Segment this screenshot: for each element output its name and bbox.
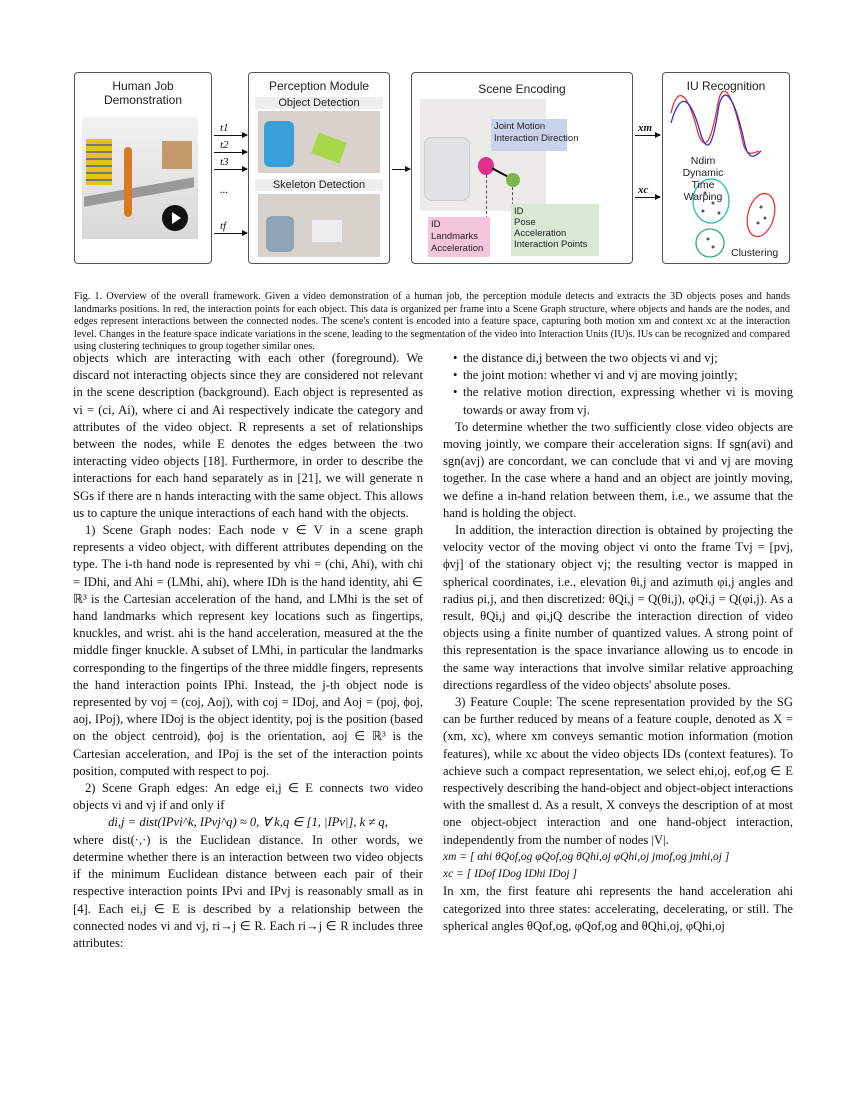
paragraph: 1) Scene Graph nodes: Each node v ∈ V in a scene graph represents a video object, with different attributes depending on the type. The i-th hand node is represented by vhi = (chi, Ahi), with chi = IDhi, and Ahi = (LMhi, ahi), where IDh is the hand identity, ahi ∈ ℝ³ is the Cartesian acceleration of the hand, and LMhi is the set of hand landmarks which represent key locations such as fingertips, knuckles, and wrist. ahi is the hand acceleration, measured at the the middle finger knuckle. A subset of LMhi, in particular the landmarks corresponding to the fingertips of the three middle fingers, represents the hand interaction points IPhi. Instead, the j-th object node is represented by voj = (coj, Aoj), with coj = IDoj, and Aoj = (poj, ϕoj, aoj, IPoj), where IDoj is the object identity, poj is the position (based on the object centroid), ϕoj is the orientation, aoj ∈ ℝ³ is the Cartesian acceleration, and IPoj is the set of the interaction points position, computed with respect to poj.	[73, 523, 423, 778]
joint-motion-box: Joint Motion Interaction Direction	[491, 119, 567, 151]
hand-attributes-box: ID Landmarks Acceleration	[428, 217, 490, 257]
arrow-to-encoding	[392, 169, 410, 170]
xm-label: xm	[638, 122, 653, 134]
paragraph: In xm, the first feature αhi represents the hand acceleration ahi categorized into three states: accelerating, decelerating, or still. The spherical angles θQof,og, φQof,og and θQhi,oj, φQhi,oj	[443, 884, 793, 933]
arrow-t2	[214, 152, 247, 153]
paragraph: objects which are interacting with each other (foreground). We discard not interacting objects since they are considered not relevant in the scene description (background). Each object is represented as vi = (ci, Ai), where ci and Ai respectively indicate the category and attributes of the video object. R represents a set of relationships between the nodes, while E denotes the edges between the two interacting video objects [18]. Furthermore, in order to describe the interactions for each hand separately as in [21], we will generate n SGs if there are n hands interacting with the same object. This allows us to capture the unique interactions of each hand with the objects.	[73, 351, 423, 520]
paragraph: In addition, the interaction direction is obtained by projecting the velocity vector of the moving object vi onto the frame Tvj = [pvj, ϕvj] of the stationary object vj; the resulting vector is mapped in spherical coordinates, i.e., elevation θi,j and azimuth φi,j angles and radius ρi,j, and then discretized: θQi,j = Q(θi,j), φQi,j = Q(φi,j). As a result, θQi,j and φi,jQ describe the interaction direction of video objects using a finite number of quantized values. A strong point of this representation is the space invariance allowing us to encode in the same way interactions that involve similar relative approaching directions regardless of the video objects' absolute poses.	[443, 523, 793, 692]
clustering-label: Clustering	[731, 247, 779, 259]
arrow-t3	[214, 169, 247, 170]
panel-iu-recognition	[662, 72, 790, 264]
arrow-t1	[214, 135, 247, 136]
boxes	[162, 141, 192, 169]
object-detection-label: Object Detection	[255, 97, 383, 109]
panel-title: Human Job Demonstration	[103, 79, 183, 107]
cluster-red	[743, 190, 780, 239]
shelf	[86, 139, 112, 185]
hand-node	[478, 157, 494, 175]
demo-video-thumbnail[interactable]	[82, 117, 198, 239]
play-icon[interactable]	[162, 205, 188, 231]
paragraph: where dist(·,·) is the Euclidean distance. In other words, we determine whether there is an interaction between two video objects if the minimum Euclidean distance between each pair of their respective interaction points IPvi and IPvj is reasonably small as in [4]. Each ei,j ∈ E is described by a relationship between the connected nodes vi and vj, ri→j ∈ R. Each ri→j ∈ R includes three attributes:	[73, 832, 423, 950]
panel-title: Perception Module	[268, 79, 370, 93]
time-label: ...	[220, 184, 229, 196]
xc-label: xc	[638, 184, 649, 196]
figure-1	[74, 72, 790, 264]
paragraph: 3) Feature Couple: The scene representation provided by the SG can be further reduced by means of a feature couple, denoted as X = (xm, xc), where xm conveys semantic motion information (motion features), while xc about the video objects IDs (context features). To achieve such a compact representation, we select ehi,oj, eof,og ∈ E respectively describing the hand-object and object-object interactions with the smallest d. As a result, X conveys the description of at most one object-object interaction and one hand-object interaction, independently from the number of nodes |V|.	[443, 695, 793, 847]
left-column	[73, 350, 423, 952]
skeleton-detection-image	[258, 194, 380, 257]
arrow-tf	[214, 233, 247, 234]
equation-xm: xm = [ αhi θQof,og φQof,og θQhi,oj φQhi,oj jmof,og jmhi,oj ]	[443, 850, 730, 863]
object-node	[506, 173, 520, 187]
panel-title: IU Recognition	[686, 79, 766, 93]
panel-human-job	[74, 72, 212, 264]
figure-caption: Fig. 1. Overview of the overall framework. Given a video demonstration of a human job, the perception module detects and extracts the 3D objects poses and hands landmarks positions. In red, the interaction points for each object. This data is organized per frame into a Scene Graph structure, where objects and hands are the nodes, and edges represent interactions between the connected nodes. The scene's content is encoded into a feature space, capturing both motion xm and context xc at the interaction level. Changes in the feature space indicate variations in the scene, leading to the segmentation of the video into Interaction Units (IU)s. IUs can be recognized and compared using clustering techniques to group together similar ones.	[74, 291, 790, 353]
list-item: • the distance di,j between the two objects vi and vj;	[455, 350, 793, 367]
skeleton-detection-label: Skeleton Detection	[255, 179, 383, 191]
equation-distance: di,j = dist(IPvi^k, IPvj^q) ≈ 0, ∀ k,q ∈ [1, |IPv|], k ≠ q,	[108, 815, 388, 830]
scene-image	[420, 99, 546, 211]
paragraph: To determine whether the two sufficiently close video objects are moving jointly, we compare their acceleration signs. If sgn(avi) and sgn(avj) are concordant, we can conclude that vi and vj are moving together. In the case where a hand and an object are jointly moving, we define a in-hand relation between them, i.e., we assume that the hand is holding the object.	[443, 419, 793, 520]
list-item: • the joint motion: whether vi and vj are moving jointly;	[455, 367, 793, 384]
right-column	[443, 350, 793, 935]
human-skeleton	[124, 147, 132, 217]
arrow-xm	[635, 135, 660, 136]
time-label: tf	[220, 220, 227, 232]
object-detection-image	[258, 111, 380, 173]
attribute-list	[443, 350, 793, 419]
equation-xc: xc = [ IDof IDog IDhi IDoj ]	[443, 868, 577, 881]
time-label: t3	[220, 156, 229, 168]
panel-title: Scene Encoding	[478, 82, 566, 96]
cluster-green	[696, 229, 724, 257]
panel-scene-encoding	[411, 72, 633, 264]
object-attributes-box: ID Pose Acceleration Interaction Points	[511, 204, 599, 256]
list-item: • the relative motion direction, expressing whether vi is moving towards or away from vj.	[455, 384, 793, 418]
panel-perception	[248, 72, 390, 264]
paragraph: 2) Scene Graph edges: An edge ei,j ∈ E connects two video objects vi and vj if and only if	[73, 781, 423, 813]
dtw-label: Ndim Dynamic Time Warping	[682, 155, 724, 203]
time-label: t1	[220, 122, 229, 134]
time-label: t2	[220, 139, 229, 151]
arrow-xc	[635, 197, 660, 198]
